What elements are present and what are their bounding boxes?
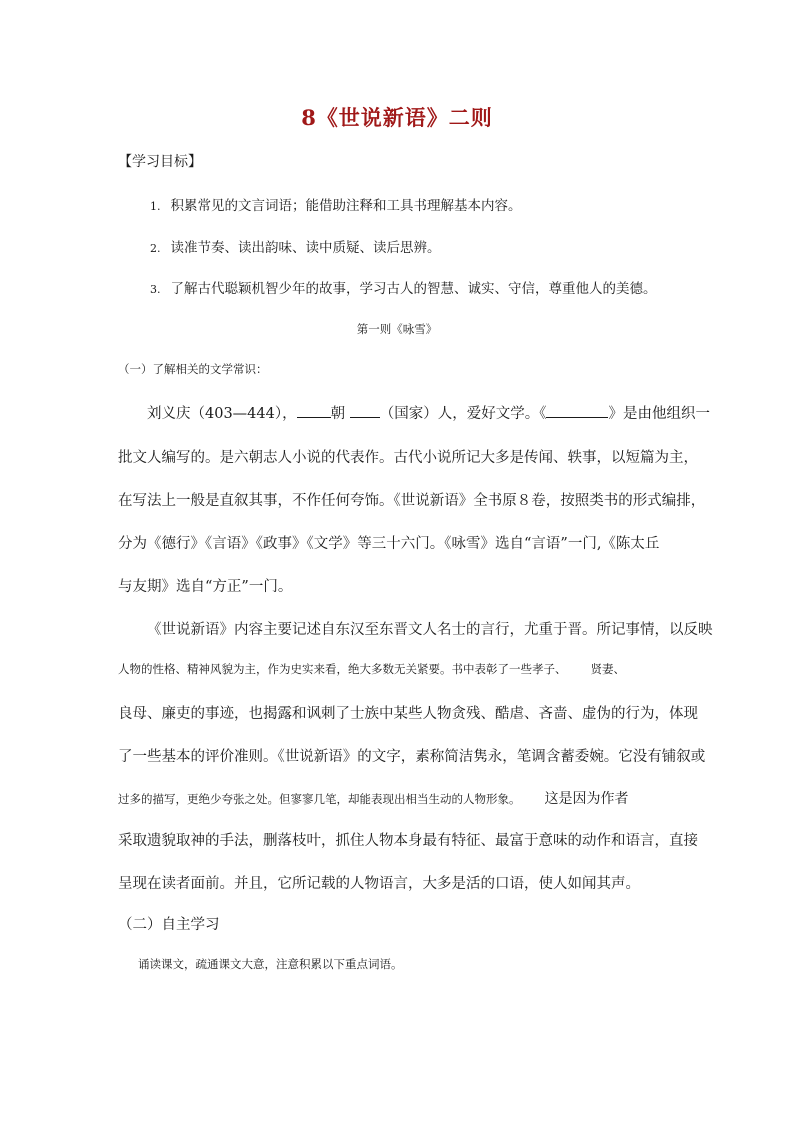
goal-text: 积累常见的文言词语；能借助注释和工具书理解基本内容。 [170, 198, 522, 214]
paragraph-line: 在写法上一般是直叙其事，不作任何夸饰。《世说新语》全书原８卷，按照类书的形式编排， [118, 493, 706, 509]
text-run: 人物的性格、精神风貌为主，作为史实来看，绝大多数无关紧要。书中表彰了一些孝子、 [118, 662, 567, 676]
goal-item [150, 194, 522, 214]
goal-text: 读准节奏、读出韵味、读中质疑、读后思辨。 [170, 240, 441, 256]
text-run: 》是由他组织一 [608, 406, 710, 422]
subsection-heading: （二）自主学习 [118, 917, 220, 933]
text-run: 朝 [330, 406, 346, 422]
goal-number: 3. [150, 283, 161, 296]
fill-blank-dynasty[interactable] [297, 403, 331, 418]
paragraph-line: 批文人编写的。是六朝志人小说的代表作。古代小说所记大多是传闻、轶事，以短篇为主， [118, 450, 698, 466]
goal-number: 1. [150, 200, 161, 213]
part-title: 第一则《咏雪》 [356, 322, 438, 336]
goal-number: 2. [150, 242, 161, 255]
paragraph-line: 呈现在读者面前。并且，它所记载的人物语言，大多是活的口语，使人如闻其声。 [118, 876, 640, 892]
text-run: 刘义庆（403—444）， [147, 406, 297, 422]
section-heading-goals: 【学习目标】 [118, 154, 202, 170]
goal-text: 了解古代聪颖机智少年的故事，学习古人的智慧、诚实、守信，尊重他人的美德。 [170, 281, 657, 297]
goal-item [150, 277, 657, 297]
paragraph-line [118, 661, 625, 677]
paragraph-line: 了一些基本的评价准则。《世说新语》的文字，素称简洁隽永，笔调含蓄委婉。它没有铺叙或 [118, 749, 706, 765]
instruction-text: 诵读课文，疏通课文大意，注意积累以下重点词语。 [138, 957, 403, 971]
fill-blank-book[interactable] [546, 403, 608, 418]
goal-item [150, 236, 441, 256]
paragraph-line: 分为《德行》《言语》《政事》《文学》等三十六门。《咏雪》选自“言语”一门,《陈太丘 [118, 536, 660, 552]
page-title: 8《世说新语》二则 [301, 105, 493, 130]
text-run: 贤妻、 [590, 662, 625, 676]
paragraph-line [147, 402, 710, 423]
paragraph-line: 采取遗貌取神的手法，删落枝叶，抓住人物本身最有特征、最富于意味的动作和语言，直接 [118, 833, 698, 849]
text-run: 这是因为作者 [544, 791, 629, 807]
fill-blank-country[interactable] [350, 403, 380, 418]
text-run: （国家）人，爱好文学。《 [379, 406, 547, 422]
text-run: 过多的描写，更绝少夸张之处。但寥寥几笔，却能表现出相当生动的人物形象。 [118, 792, 521, 806]
subsection-heading: （一）了解相关的文学常识： [118, 362, 268, 376]
paragraph-line: 《世说新语》内容主要记述自东汉至东晋文人名士的言行，尤重于晋。所记事情，以反映 [147, 622, 713, 638]
paragraph-line: 与友期》选自“方正”一门。 [118, 579, 293, 595]
paragraph-line [118, 788, 629, 808]
paragraph-line: 良母、廉吏的事迹，也揭露和讽刺了士族中某些人物贪残、酷虐、吝啬、虚伪的行为，体现 [118, 706, 698, 722]
